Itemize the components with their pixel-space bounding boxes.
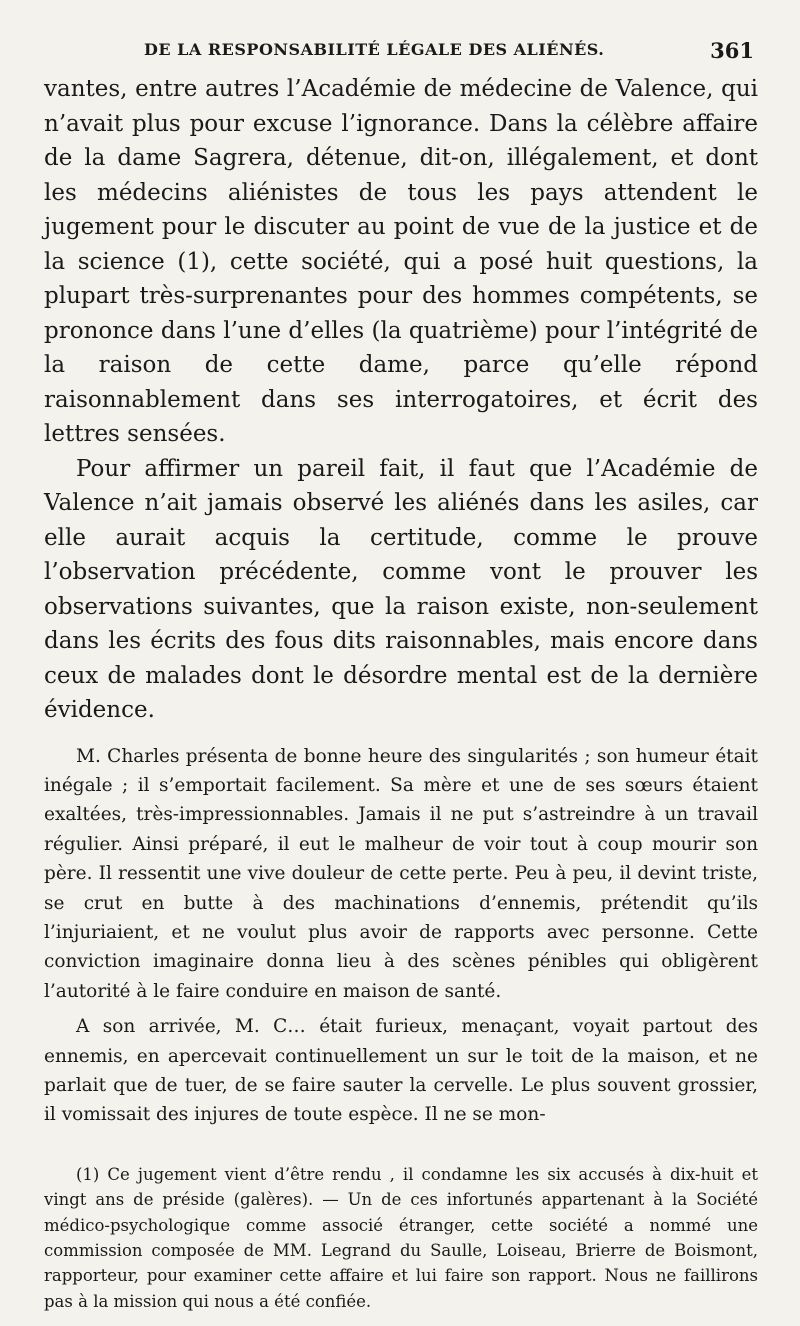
main-text: [44, 72, 758, 728]
body-paragraph: Pour affirmer un pareil fait, il faut que l’Académie de Valence n’ait jamais observé les aliénés dans les asiles, car elle aurait acquis la certitude, comme le prouve l’observation précédente, comme vont le prouver les observations suivantes, que la raison existe, non-seulement dans les écrits des fous dits raisonnables, mais encore dans ceux de malades dont le désordre mental est de la dernière évidence.: [44, 455, 758, 723]
footnotes: [44, 1162, 758, 1314]
page-number: 361: [710, 38, 754, 63]
running-head: [44, 34, 758, 68]
footnote-1: (1) Ce jugement vient d’être rendu , il condamne les six accusés à dix-huit et vingt ans de préside (galères). — Un de ces infortunés appartenant à la Société médico-psychologique comme associé étranger, cette société a nommé une commission composée de MM. Legrand du Saulle, Loiseau, Brierre de Boismont, rapporteur, pour examiner cette affaire et lui faire son rapport. Nous ne faillirons pas à la mission qui nous a été confiée.: [44, 1164, 758, 1311]
observation-paragraph: M. Charles présenta de bonne heure des singularités ; son humeur était inégale ; il s’emportait facilement. Sa mère et une de ses sœurs étaient exaltées, très-impressionnables. Jamais il ne put s’astreindre à un travail régulier. Ainsi préparé, il eut le malheur de voir tout à coup mourir son père. Il ressentit une vive douleur de cette perte. Peu à peu, il devint triste, se crut en butte à des machinations d’ennemis, prétendit qu’ils l’injuriaient, et ne voulut plus avoir de rapports avec personne. Cette conviction imaginaire donna lieu à des scènes pénibles qui obligèrent l’autorité à le faire conduire en maison de santé.: [44, 745, 758, 1002]
observation-text: [44, 742, 758, 1130]
running-title: DE LA RESPONSABILITÉ LÉGALE DES ALIÉNÉS.: [144, 40, 605, 59]
body-paragraph: vantes, entre autres l’Académie de médecine de Valence, qui n’avait plus pour excuse l’ignorance. Dans la célèbre affaire de la dame Sagrera, détenue, dit-on, illégalement, et dont les médecins aliénistes de tous les pays attendent le jugement pour le discuter au point de vue de la justice et de la science (1), cette société, qui a posé huit questions, la plupart très-surprenantes pour des hommes compétents, se prononce dans l’une d’elles (la quatrième) pour l’intégrité de la raison de cette dame, parce qu’elle répond raisonnablement dans ses interrogatoires, et écrit des lettres sensées.: [44, 76, 758, 447]
observation-paragraph: A son arrivée, M. C… était furieux, menaçant, voyait partout des ennemis, en apercevait continuellement un sur le toit de la maison, et ne parlait que de tuer, de se faire sauter la cervelle. Le plus souvent grossier, il vomissait des injures de toute espèce. Il ne se mon-: [44, 1016, 758, 1126]
